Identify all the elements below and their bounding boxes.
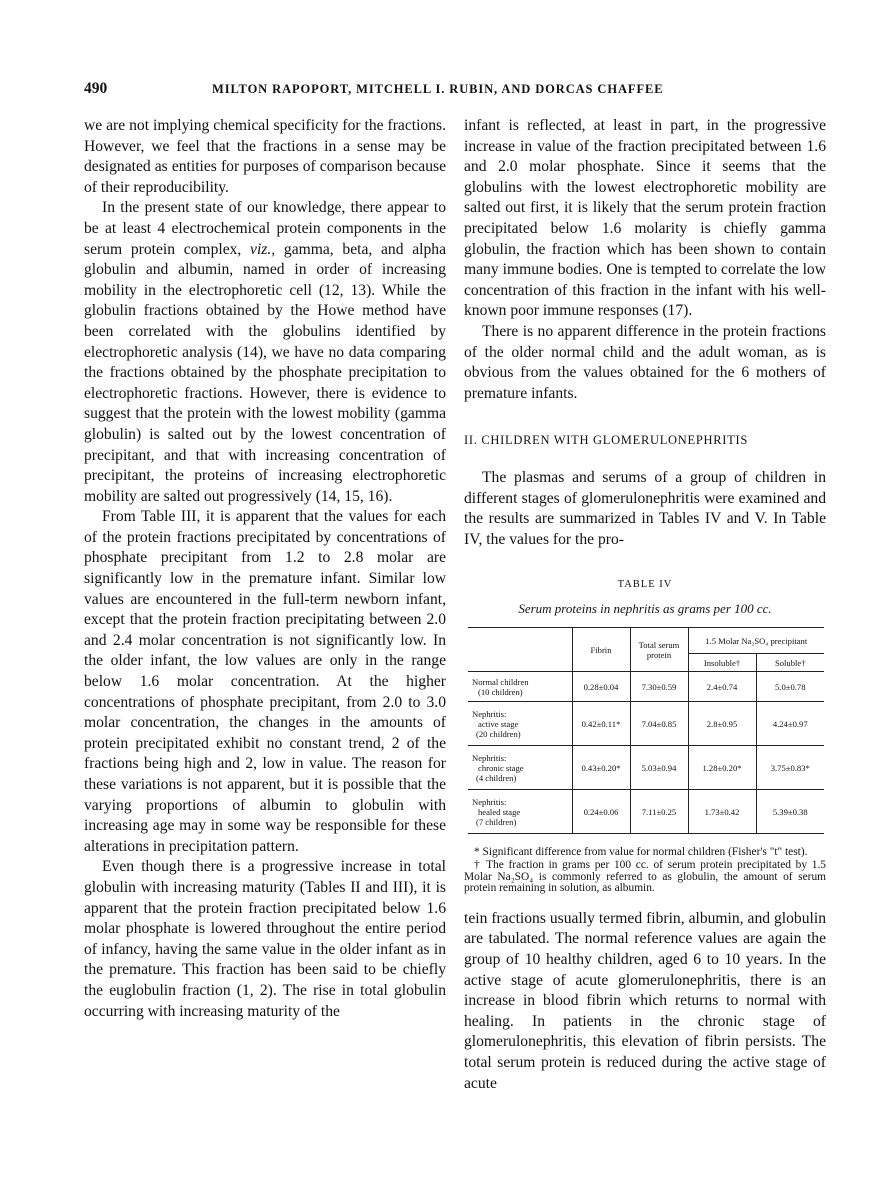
group-label: Nephritis:	[472, 796, 507, 807]
table-footnotes	[464, 847, 826, 894]
header-cell-empty	[468, 628, 572, 672]
group-count: (7 children)	[476, 816, 517, 827]
paragraph	[84, 198, 446, 507]
group-stage: chronic stage	[478, 762, 524, 773]
soluble-value: 3.75±0.83*	[756, 746, 824, 790]
text-run: In the present state of our knowledge, there appear to be at least 4 electrochemical protein components in the serum protein complex,	[84, 199, 446, 258]
header-soluble: Soluble†	[756, 654, 824, 672]
fibrin-value: 0.43±0.20*	[572, 746, 630, 790]
header-fibrin: Fibrin	[572, 628, 630, 672]
paragraph: The plasmas and serums of a group of children in different stages of glomerulonephritis were examined and the results are summarized in Tables IV and V. In Table IV, the values for the pro-	[464, 468, 826, 548]
header-insoluble: Insoluble†	[688, 654, 756, 672]
paragraph: From Table III, it is apparent that the values for each of the protein fractions precipitated by concentrations of phosphate precipitant from 1.2 to 2.8 molar are significantly low in the premature infant. Similar low values are encountered in the full-term newborn infant, except that the protein fraction precipitating between 2.0 and 2.4 molar concentration is not significantly low. In the older infant, the low values are only in the range below 1.6 molar concentration. At the higher concentrations of phosphate precipitant, from 2.0 to 3.0 molar concentration, the changes in the amounts of protein precipitated exhibit no constant trend, 2 of the fractions being high and 2, low in value. The reason for these variations is not apparent, but it is possible that the varying proportions of albumin to globulin with increasing age may in some way be responsible for these alterations in precipitation pattern.	[84, 508, 446, 855]
table-title: Serum proteins in nephritis as grams per 100 cc.	[518, 600, 772, 616]
paragraph: There is no apparent difference in the protein fractions of the older normal child and the adult woman, as is obvious from the values obtained for the 6 mothers of premature infants.	[464, 322, 826, 402]
paragraph: Even though there is a progressive increase in total globulin with increasing maturity (Tables II and III), it is apparent that the protein fraction precipitated below 1.6 molar phosphate is lowered throughout the entire period of infancy, having the same value in the older infant as in the premature. This fraction has been said to be chiefly the euglobulin fraction (1, 2). The rise in total globulin occurring with increasing maturity of the	[84, 858, 446, 1020]
page-header	[84, 80, 826, 102]
fibrin-value: 0.24±0.06	[572, 790, 630, 834]
table-caption: TABLE IV	[617, 579, 673, 591]
soluble-value: 5.0±0.78	[756, 672, 824, 702]
group-cell	[468, 672, 572, 702]
footnote: * Significant difference from value for normal children (Fisher's "t" test).	[474, 846, 808, 859]
fibrin-value: 0.28±0.04	[572, 672, 630, 702]
paragraph: tein fractions usually termed fibrin, albumin, and globulin are tabulated. The normal reference values are again the group of 10 healthy children, aged 6 to 10 years. In the active stage of acute glomerulonephritis, there is an increase in blood fibrin which returns to normal with healing. In patients in the chronic stage of glomerulonephritis, this elevation of fibrin persists. The total serum protein is reduced during the active stage of acute	[464, 909, 826, 1092]
group-stage: healed stage	[478, 806, 521, 817]
text-run: gamma, beta, and alpha globulin and albumin, named in order of increasing mobility in the electrophoretic cell (12, 13). While the globulin fractions obtained by the Howe method have been correlated with the globulins identified by electrophoretic analysis (14), we have no data comparing the fractions obtained by the phosphate precipitation to electrophoretic fractions. However, there is evidence to suggest that the protein with the lowest mobility (gamma globulin) is salted out by the lowest concentration of precipitant, and that with increasing concentration of precipitant, the proteins of increasing electrophoretic mobility are salted out progressively (14, 15, 16).	[84, 240, 447, 505]
soluble-value: 5.39±0.38	[756, 790, 824, 834]
paragraph: we are not implying chemical specificity for the fractions. However, we feel that the fractions in a sense may be designated as entities for purposes of comparison because of their reproducibility.	[84, 117, 446, 196]
group-cell	[468, 702, 572, 746]
group-cell	[468, 790, 572, 834]
insoluble-value: 2.8±0.95	[688, 702, 756, 746]
group-stage: active stage	[478, 718, 519, 729]
section-heading: II. CHILDREN WITH GLOMERULONEPHRITIS	[464, 433, 748, 448]
group-label: Normal children	[472, 676, 529, 687]
table-row	[468, 790, 824, 834]
total-value: 7.04±0.85	[630, 702, 688, 746]
soluble-value: 4.24±0.97	[756, 702, 824, 746]
page-number: 490	[84, 80, 108, 97]
group-label: Nephritis:	[472, 708, 507, 719]
text-run-italic: viz.,	[250, 240, 276, 258]
group-label: Nephritis:	[472, 752, 507, 763]
footnote: † The fraction in grams per 100 cc. of serum protein precipitated by 1.5 Molar Na₂SO₄ is commonly referred to as globulin, the amount of serum protein remaining in solution, as albumin.	[464, 859, 826, 895]
header-total-serum-protein: Total serum protein	[630, 628, 688, 672]
protein-table	[468, 627, 824, 834]
fibrin-value: 0.42±0.11*	[572, 702, 630, 746]
total-value: 5.03±0.94	[630, 746, 688, 790]
insoluble-value: 1.73±0.42	[688, 790, 756, 834]
header-precipitant: 1.5 Molar Na₂SO₄ precipitant	[688, 628, 824, 654]
total-value: 7.11±0.25	[630, 790, 688, 834]
insoluble-value: 2.4±0.74	[688, 672, 756, 702]
total-value: 7.30±0.59	[630, 672, 688, 702]
paragraph: infant is reflected, at least in part, in the progressive increase in value of the fraction precipitated between 1.6 and 2.0 molar phosphate. Since it seems that the globulins with the lowest electrophoretic mobility are salted out first, it is likely that the serum protein fraction precipitated below 1.6 molarity is chiefly gamma globulin, the fraction which has been shown to contain many immune bodies. One is tempted to correlate the low concentration of this fraction in the infant with his well-known poor immune responses (17).	[464, 117, 826, 320]
table-row	[468, 702, 824, 746]
table-row	[468, 672, 824, 702]
group-count: (20 children)	[476, 728, 521, 739]
group-count: (10 children)	[478, 686, 523, 697]
right-column	[464, 116, 826, 1094]
group-count: (4 children)	[476, 772, 517, 783]
group-cell	[468, 746, 572, 790]
running-head: MILTON RAPOPORT, MITCHELL I. RUBIN, AND DORCAS CHAFFEE	[212, 82, 664, 96]
left-column	[84, 116, 446, 1022]
insoluble-value: 1.28±0.20*	[688, 746, 756, 790]
table-row	[468, 746, 824, 790]
